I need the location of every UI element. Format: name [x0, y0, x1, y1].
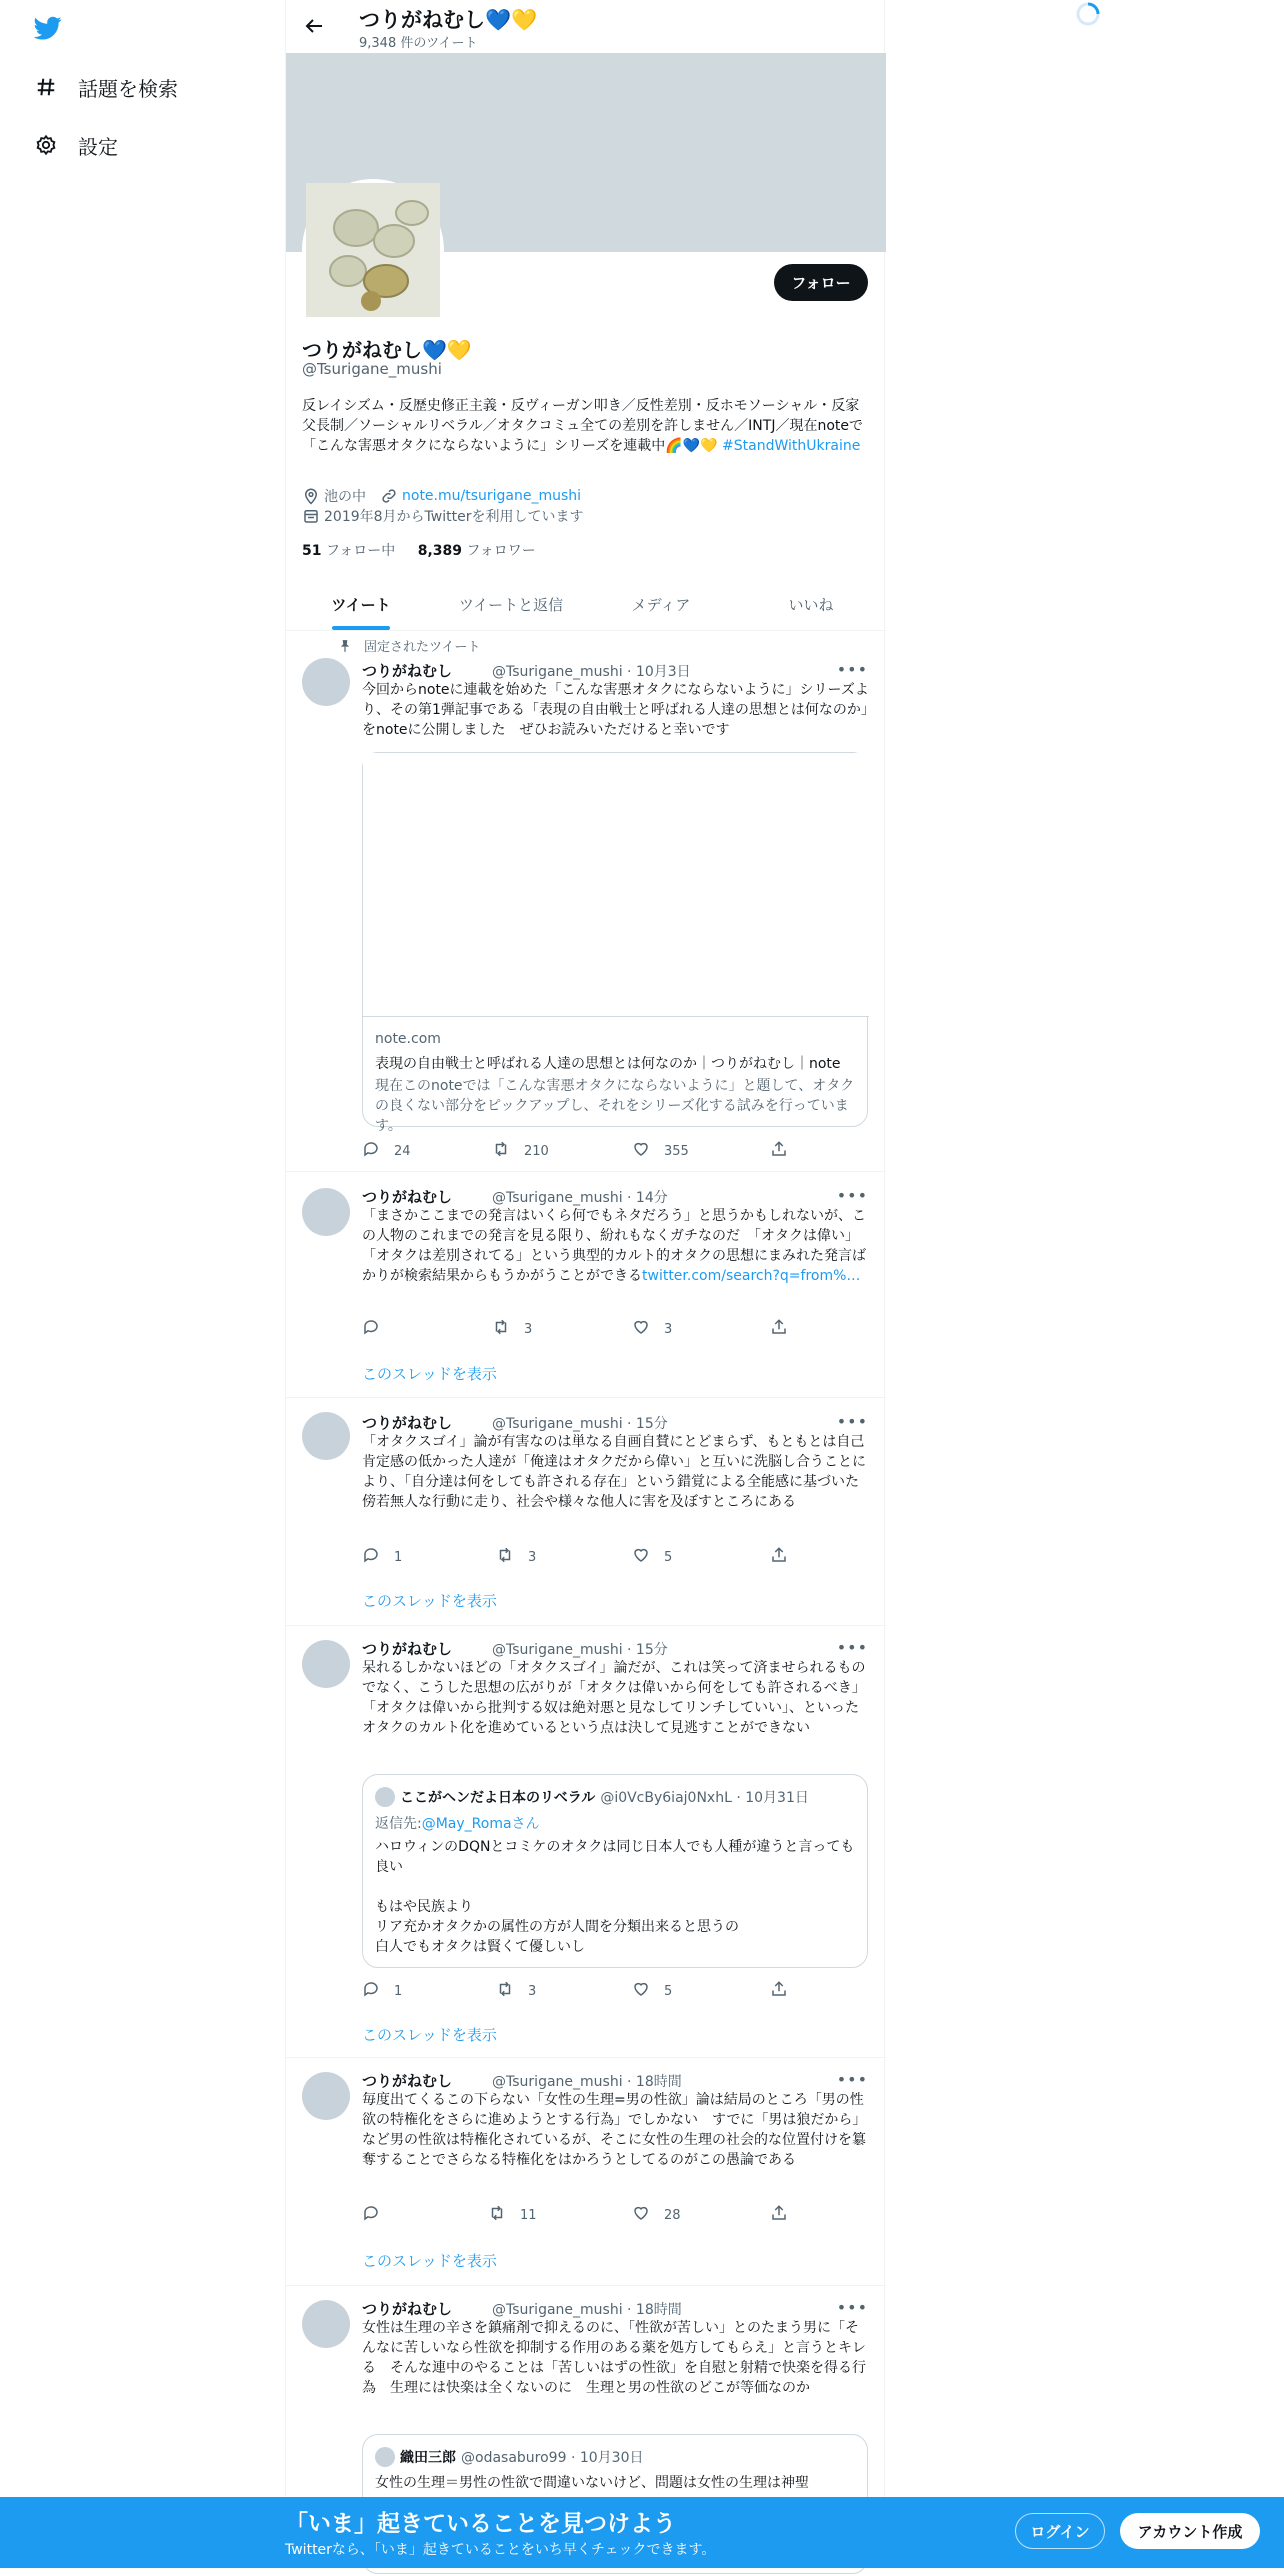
show-thread-link[interactable]: このスレッドを表示	[362, 1592, 497, 1610]
reply-icon	[362, 1980, 394, 2002]
share-button[interactable]	[770, 1318, 802, 1340]
more-icon[interactable]: •••	[836, 2070, 868, 2089]
quoted-author-handle: @i0VcBy6iaj0NxhL · 10月31日	[600, 1790, 809, 1806]
heart-icon	[632, 2204, 664, 2226]
bio-text: 反レイシズム・反歴史修正主義・反ヴィーガン叩き／反性差別・反ホモソーシャル・反家父長制／ソーシャルリベラル／オタクコミュ全ての差別を許しません／INTJ／現在noteで「こんな害悪オタクにならないように」シリーズを連載中🌈💙💛	[302, 398, 864, 454]
tweet-text: 「オタクスゴイ」論が有害なのは単なる自画自賛にとどまらず、もともとは自己肯定感の低かった人達が「俺達はオタクだから偉い」と互いに洗脳し合うことにより、「自分達は何をしても許される存在」という錯覚による全能感に基づいた傍若無人な行動に走り、社会や様々な他人に害を及ぼすところにある	[362, 1434, 866, 1510]
heart-icon	[632, 1980, 664, 2002]
reply-icon	[362, 1140, 394, 1162]
location-pin-icon	[302, 487, 320, 505]
tweet-author-handle[interactable]: @Tsurigane_mushi · 15分	[492, 1642, 668, 1658]
tweet-header	[362, 2298, 682, 2319]
quoted-author-handle: @odasaburo99 · 10月30日	[461, 2450, 644, 2466]
reply-button[interactable]	[362, 2204, 394, 2226]
follow-button[interactable]: フォロー	[774, 264, 868, 301]
reply-icon	[362, 2204, 394, 2226]
login-button[interactable]: ログイン	[1015, 2513, 1105, 2549]
quoted-tweet-header	[375, 2447, 643, 2467]
nav-settings[interactable]	[34, 125, 118, 165]
tweet-actions	[362, 1318, 792, 1338]
tweet-actions	[362, 1980, 792, 2000]
retweet-icon	[488, 2204, 520, 2226]
retweet-button[interactable]	[496, 1546, 536, 1568]
share-icon	[770, 1140, 802, 1162]
header-tweet-count: 9,348 件のツイート	[359, 36, 478, 51]
reply-icon	[362, 1546, 394, 1568]
following-link[interactable]	[302, 543, 395, 559]
following-label: フォロー中	[325, 543, 396, 559]
tweet[interactable]	[286, 632, 886, 1172]
retweet-count: 3	[528, 1549, 537, 1565]
tweet[interactable]	[286, 1172, 886, 1398]
tweet-header	[362, 660, 691, 681]
tweet-text: 女性は生理の辛さを鎮痛剤で抑えるのに、「性欲が苦しい」とのたまう男に「そんなに苦しいなら性欲を抑制する作用のある薬を処方してもらえ」と言うとキレる そんな連中のやることは「苦しいはずの性欲」を自慰と射精で快楽を得る行為 生理には快楽は全くないのに 生理と男の性欲のどこが等価なのか	[362, 2320, 866, 2396]
profile-location: 池の中	[324, 489, 366, 505]
tweet-header	[362, 1186, 668, 1207]
nav-explore[interactable]	[34, 67, 178, 107]
share-button[interactable]	[770, 2204, 802, 2226]
heart-icon	[632, 1546, 664, 1568]
share-button[interactable]	[770, 1140, 802, 1162]
tweet[interactable]	[286, 2058, 886, 2286]
like-count: 28	[664, 2207, 681, 2223]
show-thread-link[interactable]: このスレッドを表示	[362, 2026, 497, 2044]
heart-icon	[632, 1318, 664, 1340]
quoted-reply-to	[375, 1813, 540, 1833]
profile-header-bar	[286, 0, 886, 53]
share-icon	[770, 2204, 802, 2226]
card-domain: note.com	[375, 1031, 441, 1047]
retweet-button[interactable]	[492, 1318, 532, 1340]
like-button[interactable]	[632, 1546, 672, 1568]
profile-timeline	[285, 0, 885, 2568]
retweet-icon	[492, 1140, 524, 1162]
quoted-author-name: 織田三郎	[400, 2450, 456, 2466]
tweet-text-body: 「まさかここまでの発言はいくら何でもネタだろう」と思うかもしれないが、この人物のこれまでの発言を見る限り、紛れもなくガチなのだ 「オタクは偉い」「オタクは差別されてる」という典型的カルト的オタクの思想にまみれた発言ばかりが検索結果からもうかがうことができる	[362, 1208, 866, 1284]
profile-follow-stats	[302, 540, 536, 560]
tweet[interactable]	[286, 1626, 886, 2058]
share-icon	[770, 1546, 802, 1568]
more-icon[interactable]: •••	[836, 1412, 868, 1431]
quoted-tweet-header	[375, 1787, 809, 1807]
card-title: 表現の自由戦士と呼ばれる人達の思想とは何なのか｜つりがねむし｜note	[375, 1056, 841, 1072]
tweet-author-name[interactable]: つりがねむし	[362, 1414, 453, 1432]
tweet-author-name[interactable]: つりがねむし	[362, 1188, 453, 1206]
profile-meta-row	[302, 486, 581, 506]
card-image	[363, 753, 869, 1017]
tab-tweets[interactable]: ツイート	[286, 578, 436, 630]
tweet-actions	[362, 1546, 792, 1566]
tweet-author-handle[interactable]: @Tsurigane_mushi · 18時間	[492, 2302, 682, 2318]
retweet-button[interactable]	[492, 1140, 549, 1162]
reply-icon	[362, 1318, 394, 1340]
quoted-tweet[interactable]	[362, 1774, 868, 1968]
retweet-count: 3	[528, 1983, 537, 1999]
twitter-logo-icon[interactable]	[32, 14, 64, 42]
nav-explore-label: 話題を検索	[78, 76, 178, 101]
loading-spinner-icon	[1075, 1, 1101, 27]
tweet-author-handle[interactable]: @Tsurigane_mushi · 10月3日	[492, 664, 691, 680]
quoted-tweet-text: 女性の生理＝男性の性欲で間違いないけど、問題は女性の生理は神聖	[375, 2475, 809, 2491]
avatar[interactable]	[302, 1412, 350, 1460]
more-icon[interactable]: •••	[836, 1638, 868, 1657]
followers-link[interactable]	[418, 543, 536, 559]
share-icon	[770, 1318, 802, 1340]
profile-website-link[interactable]: note.mu/tsurigane_mushi	[402, 488, 582, 504]
retweet-button[interactable]	[496, 1980, 536, 2002]
retweet-icon	[492, 1318, 524, 1340]
reply-button[interactable]	[362, 1980, 402, 2002]
like-count: 5	[664, 1983, 673, 1999]
more-icon[interactable]: •••	[836, 660, 868, 679]
tweet-actions	[362, 2204, 792, 2224]
back-arrow-icon[interactable]	[302, 14, 326, 38]
tweet-author-handle[interactable]: @Tsurigane_mushi · 18時間	[492, 2074, 682, 2090]
avatar[interactable]	[302, 2072, 350, 2120]
tweet-text: 呆れるしかないほどの「オタクスゴイ」論だが、これは笑って済ませられるものでなく、こうした思想の広がりが「オタクは偉いから何をしても許されるべき」「オタクは偉いから批判する奴は絶対悪と見なしてリンチしていい」、といったオタクのカルト化を進めているという点は決して見逃すことができない	[362, 1660, 866, 1736]
avatar	[375, 2447, 395, 2467]
calendar-icon	[302, 507, 320, 525]
nav-settings-label: 設定	[78, 134, 118, 159]
tweet-author-handle[interactable]: @Tsurigane_mushi · 15分	[492, 1416, 668, 1432]
share-button[interactable]	[770, 1546, 802, 1568]
reply-to-handle[interactable]: @May_Romaさん	[421, 1816, 540, 1832]
reply-button[interactable]	[362, 1318, 394, 1340]
show-thread-link[interactable]: このスレッドを表示	[362, 2252, 497, 2270]
tweet-header	[362, 1412, 668, 1433]
tweet-text: 毎度出てくるこの下らない「女性の生理=男の性欲」論は結局のところ「男の性欲の特権化をさらに進めようとする行為」でしかない すでに「男は狼だから」など男の性欲は特権化されているが、そこに女性の生理の社会的な位置付けを簒奪することでさらなる特権化をはかろうとしてるのがこの愚論である	[362, 2092, 867, 2168]
reply-button[interactable]	[362, 1140, 411, 1162]
followers-count: 8,389	[417, 543, 462, 559]
retweet-button[interactable]	[488, 2204, 537, 2226]
tweet-actions	[362, 1140, 792, 1160]
profile-joined-row	[302, 506, 583, 526]
tweet-link[interactable]: twitter.com/search?q=from%…	[642, 1268, 861, 1284]
tweet-author-name[interactable]: つりがねむし	[362, 1640, 453, 1658]
tab-media[interactable]: メディア	[631, 595, 691, 614]
tab-tweets-replies[interactable]: ツイートと返信	[458, 595, 564, 614]
tweet-author-name[interactable]: つりがねむし	[362, 662, 453, 680]
reply-count: 1	[394, 1983, 403, 1999]
retweet-count: 3	[524, 1321, 533, 1337]
avatar[interactable]	[302, 1188, 350, 1236]
reply-count: 24	[394, 1143, 411, 1159]
header-title: つりがねむし💙💛	[359, 8, 538, 32]
show-thread-link[interactable]: このスレッドを表示	[362, 1365, 497, 1383]
retweet-count: 11	[520, 2207, 537, 2223]
like-button[interactable]	[632, 1140, 689, 1162]
signup-banner	[0, 2497, 1284, 2568]
profile-handle: @Tsurigane_mushi	[302, 360, 442, 378]
tweet-text	[362, 1206, 870, 1286]
link-icon	[380, 487, 398, 505]
share-button[interactable]	[770, 1980, 802, 2002]
tweet-header	[362, 1638, 668, 1659]
avatar	[375, 1787, 395, 1807]
gear-icon	[34, 133, 58, 157]
link-card[interactable]	[362, 752, 868, 1134]
heart-icon	[632, 1140, 664, 1162]
like-button[interactable]	[632, 1318, 672, 1340]
profile-name: つりがねむし💙💛	[302, 338, 472, 362]
profile-joined: 2019年8月からTwitterを利用しています	[324, 509, 584, 525]
hashtag-link[interactable]: #StandWithUkraine	[722, 438, 861, 454]
avatar[interactable]	[302, 658, 350, 706]
card-description: 現在このnoteでは「こんな害悪オタクにならないように」と題して、オタクの良くない部分をピックアップし、それをシリーズ化する試みを行っています。	[375, 1078, 855, 1134]
like-button[interactable]	[632, 2204, 681, 2226]
tweet-header	[362, 2070, 682, 2091]
profile-avatar[interactable]	[302, 179, 444, 321]
reply-count: 1	[394, 1549, 403, 1565]
avatar[interactable]	[302, 2300, 350, 2348]
retweet-icon	[496, 1980, 528, 2002]
like-count: 3	[664, 1321, 673, 1337]
left-navigation	[0, 0, 285, 2568]
quoted-author-name: ここがヘンだよ日本のリベラル	[400, 1790, 596, 1806]
quoted-tweet-text: ハロウィンのDQNとコミケのオタクは同じ日本人でも人種が違うと言っても良い もはや民族より リア充かオタクかの属性の方が人間を分類出来ると思うの 白人でもオタクは賢くて優しいし	[375, 1839, 855, 1955]
tweet-text: 今回からnoteに連載を始めた「こんな害悪オタクにならないように」シリーズより、その第1弾記事である「表現の自由戦士と呼ばれる人達の思想とは何なのか」をnoteに公開しました ぜひお読みいただけると幸いです	[362, 682, 869, 738]
reply-button[interactable]	[362, 1546, 402, 1568]
signup-button[interactable]: アカウント作成	[1120, 2513, 1260, 2549]
retweet-count: 210	[524, 1143, 549, 1159]
share-icon	[770, 1980, 802, 2002]
like-count: 355	[664, 1143, 689, 1159]
more-icon[interactable]: •••	[836, 2298, 868, 2317]
profile-bio	[302, 396, 870, 456]
more-icon[interactable]: •••	[836, 1186, 868, 1205]
hashtag-icon	[34, 75, 58, 99]
reply-to-label: 返信先:	[375, 1816, 422, 1832]
followers-label: フォロワー	[466, 543, 536, 559]
profile-tabs	[286, 578, 886, 631]
retweet-icon	[496, 1546, 528, 1568]
like-count: 5	[664, 1549, 673, 1565]
tab-likes[interactable]: いいね	[788, 595, 834, 614]
signup-banner-title: 「いま」起きていることを見つけよう	[285, 2511, 676, 2537]
tweet-author-handle[interactable]: @Tsurigane_mushi · 14分	[492, 1190, 668, 1206]
tweet-author-name[interactable]: つりがねむし	[362, 2300, 453, 2318]
pinned-label: 固定されたツイート	[364, 640, 481, 655]
avatar[interactable]	[302, 1640, 350, 1688]
tweet-author-name[interactable]: つりがねむし	[362, 2072, 453, 2090]
like-button[interactable]	[632, 1980, 672, 2002]
signup-banner-subtitle: Twitterなら、「いま」起きていることをいち早くチェックできます。	[285, 2542, 716, 2558]
tweet[interactable]	[286, 1398, 886, 1626]
following-count: 51	[302, 543, 322, 559]
